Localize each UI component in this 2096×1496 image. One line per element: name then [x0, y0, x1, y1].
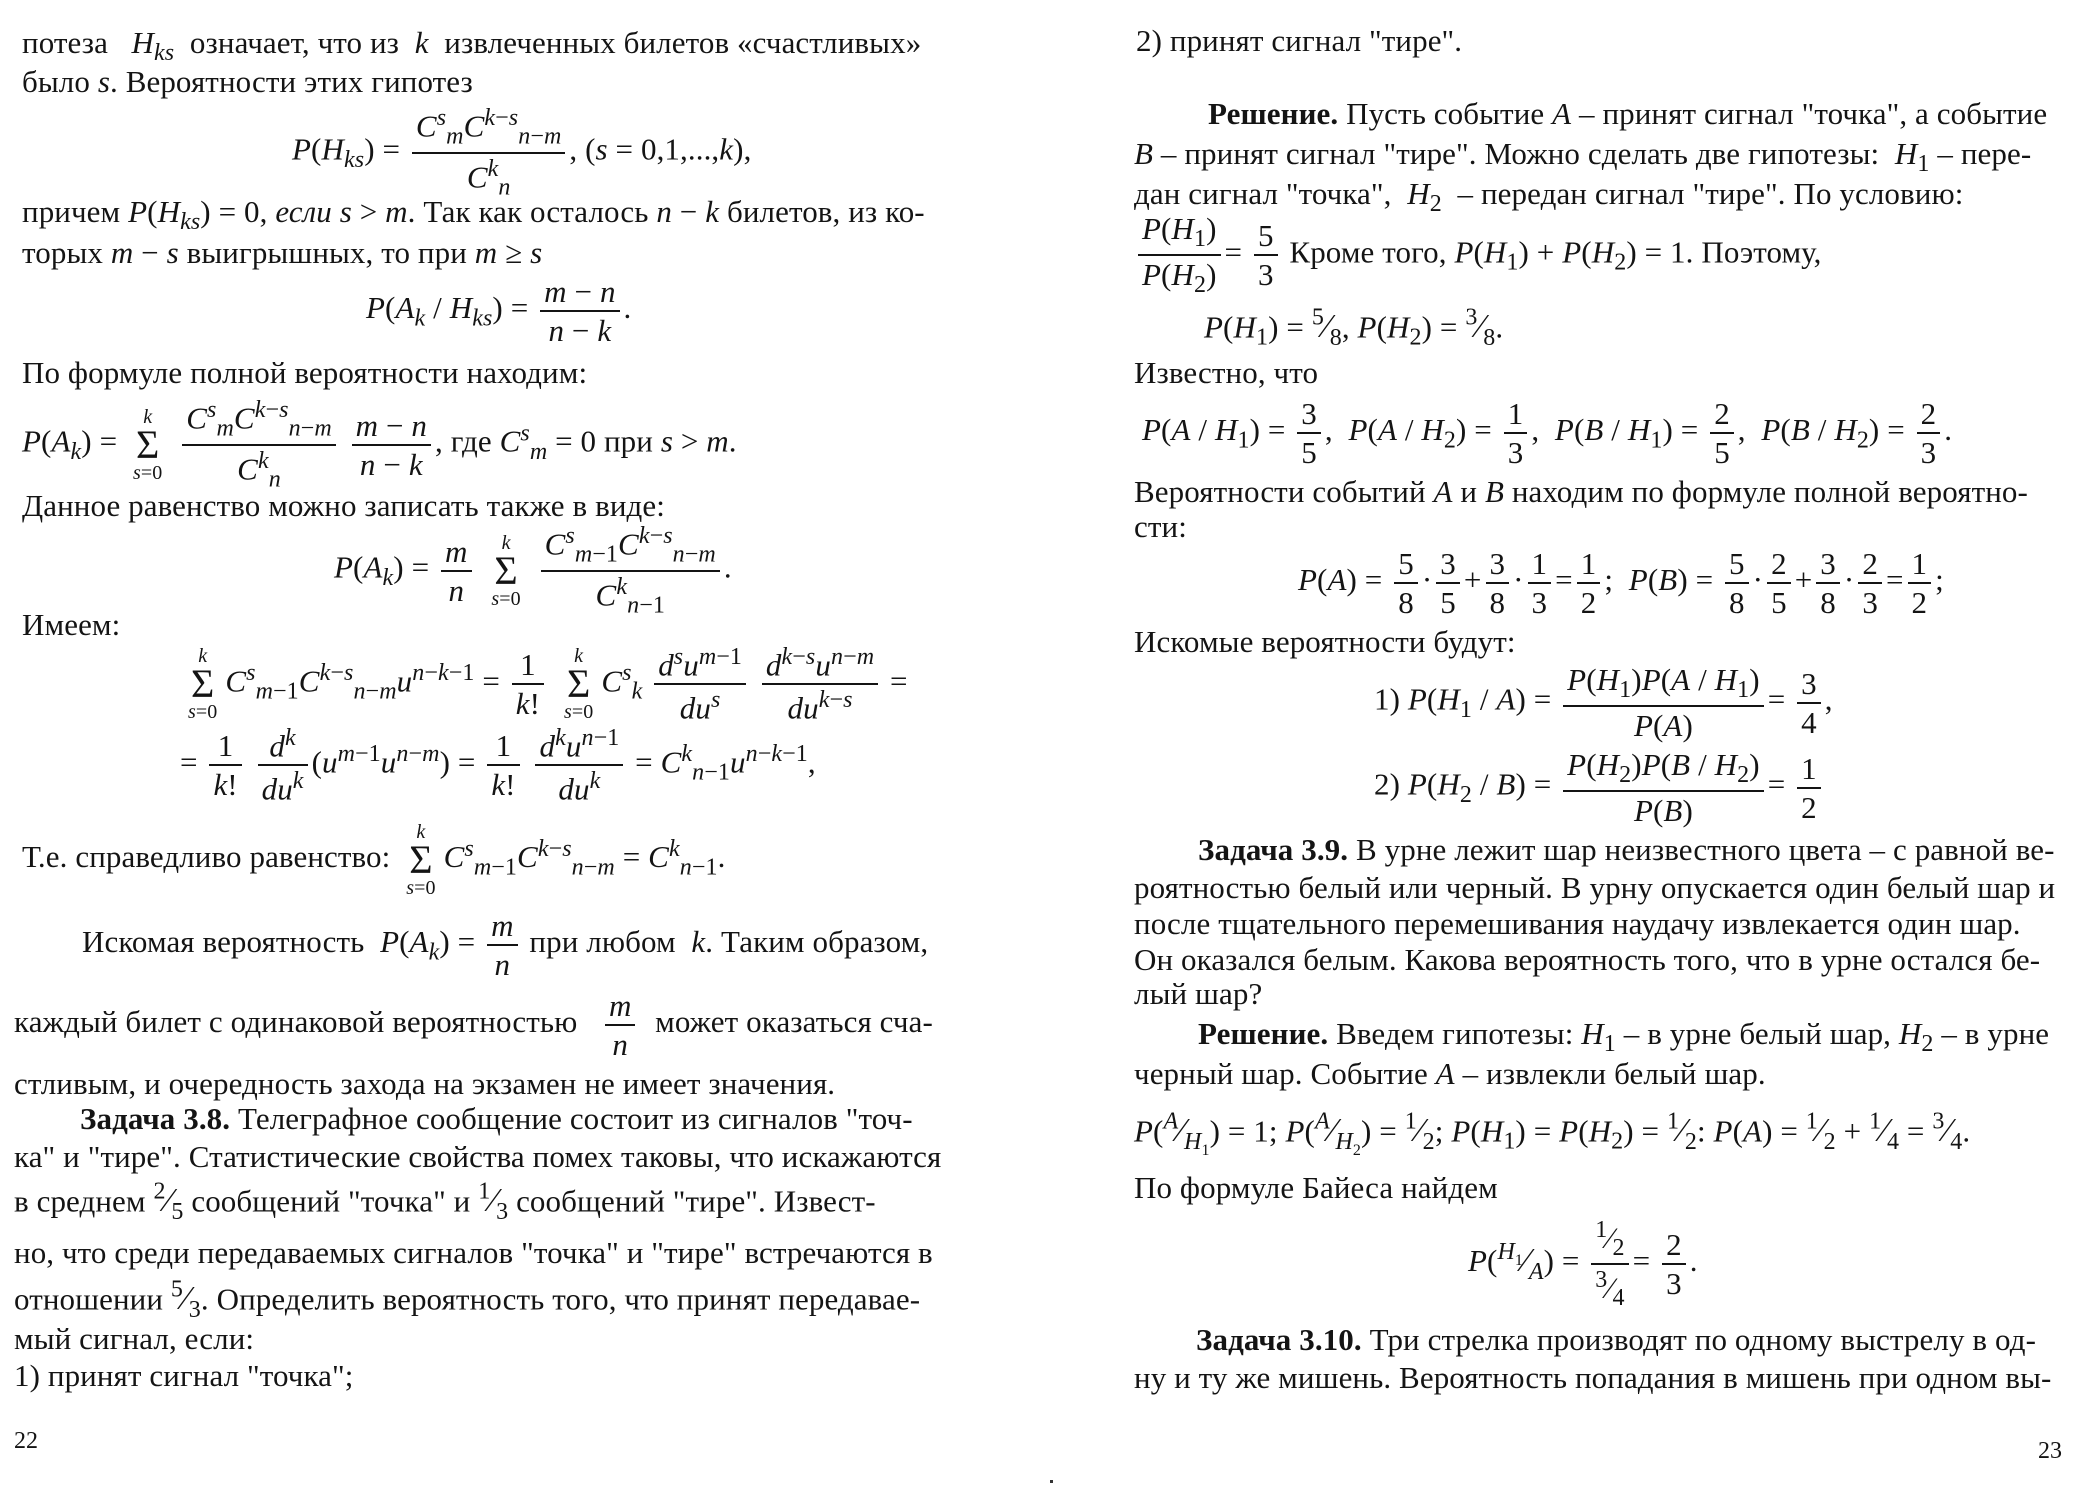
- formula: $P(A_k)$ = $\frac{m}{n}$ k Σ s=0 $\frac{C^s_{m-1}C^{k-s}_{n-m}}{C^k_{n-1}}$ .: [334, 523, 732, 619]
- formula: $\frac{P(H_1)}{P(H_2)}$ = $\frac{5}{3}$ Кроме того, $P(H_1) + P(H_2) = 1$. Поэтому,: [1134, 213, 1822, 297]
- text-line: Известно, что: [1134, 355, 1319, 390]
- text-line: дан сигнал "точка", $H_2$ – передан сигнал "тире". По условию:: [1134, 176, 1964, 218]
- formula: $P(^{H_1}⁄_A)$ = $\frac{^1⁄_2}{^3⁄_4}$ = $\frac{2}{3}$ .: [1468, 1217, 1698, 1311]
- text-line: Задача 3.9. В урне лежит шар неизвестного цвета – с равной ве-: [1198, 832, 2055, 867]
- formula: $P(H_{ks})$ = $\frac{C^s_mC^{k-s}_{n-m}}{C^k_n}$ , (s = 0,1,...,k),: [292, 105, 752, 201]
- text-line: Имеем:: [22, 607, 121, 642]
- text-line: после тщательного перемешивания наудачу извлекается один шар.: [1134, 906, 2021, 941]
- text-line: сти:: [1134, 509, 1187, 544]
- text-line: По формуле полной вероятности находим:: [22, 355, 588, 390]
- text-line: черный шар. Событие A – извлекли белый шар.: [1134, 1056, 1766, 1091]
- text-line: Данное равенство можно записать также в виде:: [22, 488, 665, 523]
- text-line: роятностью белый или черный. В урну опускается один белый шар и: [1134, 870, 2056, 905]
- text-line: 1) принят сигнал "точка";: [14, 1358, 354, 1393]
- formula: 2) $P(H_2 / B)$ = $\frac{P(H_2)P(B / H_2)}{P(B)}$ = $\frac{1}{2}$: [1374, 749, 1825, 826]
- text-line: Решение. Введем гипотезы: $H_1$ – в урне белый шар, $H_2$ – в урне: [1198, 1016, 2050, 1058]
- formula: $P(^A⁄_{H_1}) = 1$; $P(^A⁄_{H_2})$ = $^1⁄_2$; $P(H_1) = P(H_2)$ = $^1⁄_2$: $P(A) = ^1⁄_2$ + $^1⁄_4$ = $^3⁄_4$.: [1134, 1109, 1971, 1159]
- page-number: 23: [2038, 1438, 2062, 1464]
- formula: $P(A_k / H_{ks})$ = $\frac{m - n}{n - k}$ .: [366, 274, 632, 348]
- text-line: ка" и "тире". Статистические свойства помех таковы, что искажаются: [14, 1139, 942, 1174]
- text-line: в среднем $^2⁄_5$ сообщений "точка" и $^1⁄_3$ сообщений "тире". Извест-: [14, 1179, 876, 1226]
- text-line: отношении $^5⁄_3$. Определить вероятность того, что принят передавае-: [14, 1277, 921, 1324]
- formula: = $\frac{1}{k!}$ $\frac{d^k}{du^k}$ $(u^{m-1}u^{n-m})$ = $\frac{1}{k!}$ $\frac{d^ku^{n-1}}{du^k}$ = $C^k_{n-1}u^{n-k-1}$,: [180, 725, 816, 807]
- page-number: 22: [14, 1428, 38, 1454]
- text-line: было s. Вероятности этих гипотез: [22, 64, 473, 99]
- text-line: Задача 3.10. Три стрелка производят по одному выстрелу в од-: [1196, 1322, 2037, 1357]
- text-line: Искомая вероятность $P(A_k)$ = $\frac{m}{n}$ при любом k. Таким образом,: [82, 908, 929, 982]
- scan-speck: [1050, 1480, 1053, 1483]
- text-line: стливым, и очередность захода на экзамен не имеет значения.: [14, 1066, 836, 1101]
- text-line: мый сигнал, если:: [14, 1321, 255, 1356]
- right-page: [1048, 0, 2096, 1496]
- text-line: причем $P(H_{ks}) = 0$, если s > m. Так как осталось n − k билетов, из ко-: [22, 194, 925, 236]
- formula: $P(A / H_1)$ = $\frac{3}{5}$ , $P(A / H_2)$ = $\frac{1}{3}$ , $P(B / H_1)$ = $\frac{2}{5}$ , $P(B / H_2)$ = $\frac{2}{3}$ .: [1142, 396, 1953, 470]
- formula: k Σ s=0 $C^s_{m-1}C^{k-s}_{n-m}u^{n-k-1}$ = $\frac{1}{k!}$ k Σ s=0 $C^s_k$ $\frac{d^su^{m-1}}{du^s}$ $\frac{d^{k-s}u^{n-m}}{du^{k-s}}$ =: [188, 644, 908, 726]
- text-line: B – принят сигнал "тире". Можно сделать две гипотезы: $H_1$ – пере-: [1134, 136, 2032, 178]
- text-line: Искомые вероятности будут:: [1134, 624, 1516, 659]
- formula: $P(H_1)$ = $^5⁄_8$, $P(H_2)$ = $^3⁄_8$.: [1204, 305, 1504, 352]
- text-line: потеза $H_{ks}$ означает, что из k извлеченных билетов «счастливых»: [22, 27, 922, 66]
- formula: P(A) = $\frac{5}{8}$ · $\frac{3}{5}$ + $\frac{3}{8}$ · $\frac{1}{3}$ = $\frac{1}{2}$ ; P(B) = $\frac{5}{8}$ · $\frac{2}{5}$ + $\frac{3}{8}$ · $\frac{2}{3}$ = $\frac{1}{2}$ ;: [1298, 546, 1944, 620]
- formula: Т.е. справедливо равенство: k Σ s=0 $C^s_{m-1}C^{k-s}_{n-m} = C^k_{n-1}$.: [22, 821, 726, 899]
- text-line: Он оказался белым. Какова вероятность того, что в урне остался бе-: [1134, 942, 2041, 977]
- text-line: но, что среди передаваемых сигналов "точка" и "тире" встречаются в: [14, 1235, 933, 1270]
- text-line: По формуле Байеса найдем: [1134, 1170, 1498, 1205]
- text-line: 2) принят сигнал "тире".: [1136, 23, 1463, 58]
- text-line: ну и ту же мишень. Вероятность попадания в мишень при одном вы-: [1134, 1360, 2052, 1395]
- text-line: торых m − s выигрышных, то при m ≥ s: [22, 235, 543, 270]
- text-line: каждый билет с одинаковой вероятностью $\frac{m}{n}$ может оказаться сча-: [14, 988, 933, 1062]
- text-line: Решение. Пусть событие A – принят сигнал "точка", а событие: [1208, 96, 2048, 131]
- formula: $P(A_k)$ = k Σ s=0 $\frac{C^s_mC^{k-s}_{n-m}}{C^k_n}$ $\frac{m - n}{n - k}$ , где $C^s_m = 0$ при s > m.: [22, 397, 737, 493]
- text-line: Задача 3.8. Телеграфное сообщение состоит из сигналов "точ-: [80, 1101, 913, 1136]
- text-line: Вероятности событий A и B находим по формуле полной вероятно-: [1134, 474, 2028, 509]
- text-line: лый шар?: [1134, 976, 1263, 1011]
- formula: 1) $P(H_1 / A)$ = $\frac{P(H_1)P(A / H_1)}{P(A)}$ = $\frac{3}{4}$ ,: [1374, 662, 1833, 744]
